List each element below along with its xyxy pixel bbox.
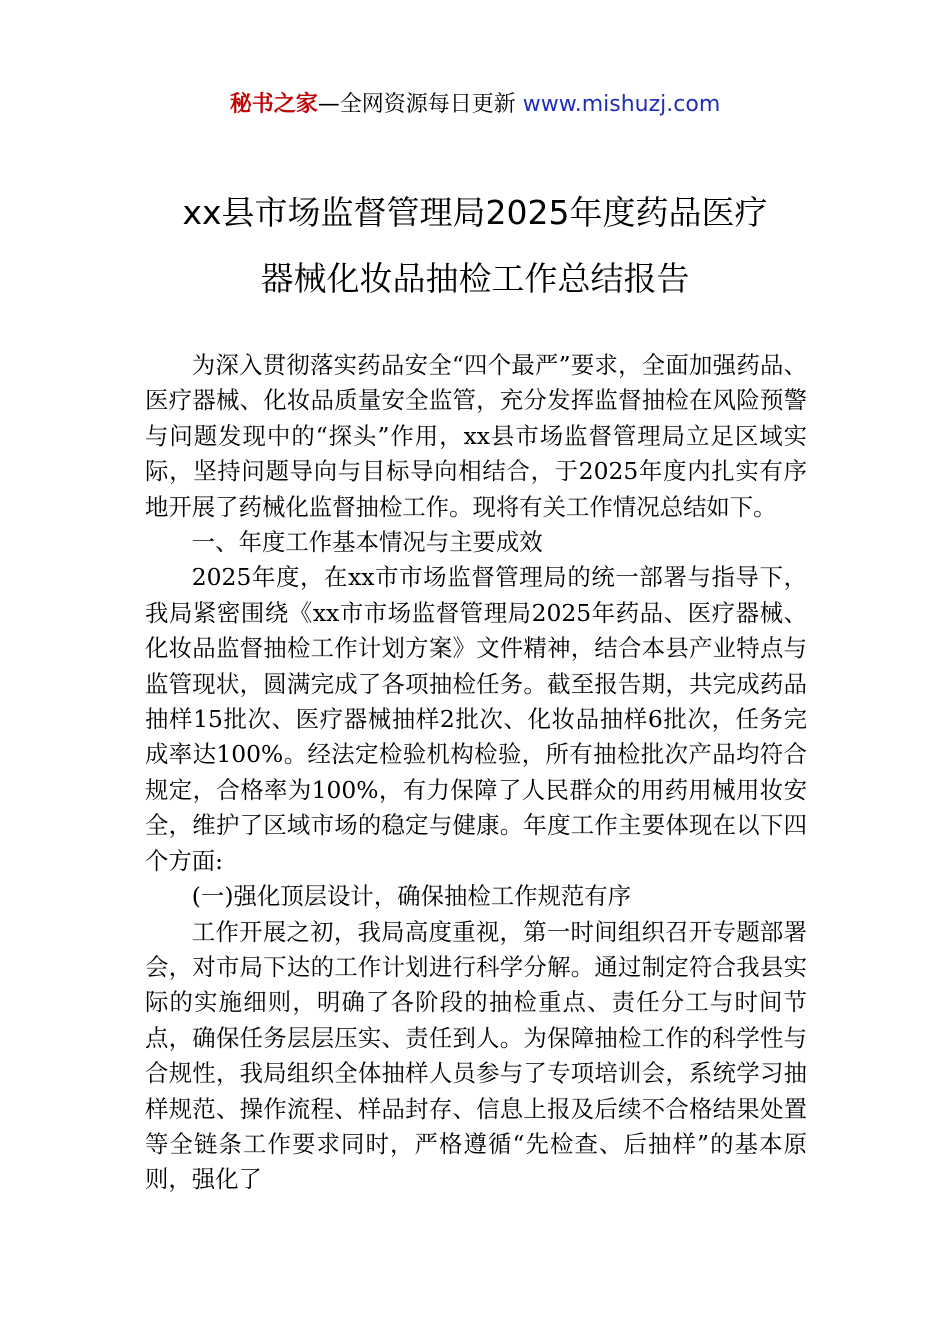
- header-tagline: —全网资源每日更新: [317, 92, 523, 117]
- section-heading-1: 一、年度工作基本情况与主要成效: [191, 528, 543, 557]
- site-link[interactable]: www.mishuzj.com: [522, 92, 721, 117]
- section-1-paragraph: 2025年度，在xx市市场监督管理局的统一部署与指导下，我局紧密围绕《xx市市场监督管理局2025年药品、医疗器械、化妆品监督抽检工作计划方案》文件精神，结合本县产业特点与监管现状，圆满完成了各项抽检任务。截至报告期，共完成药品抽样15批次、医疗器械抽样2批次、化妆品抽样6批次，任务完成率达100%。经法定检验机构检验，所有抽检批次产品均符合规定，合格率为100%，有力保障了人民群众的用药用械用妆安全，维护了区域市场的稳定与健康。年度工作主要体现在以下四个方面:: [145, 563, 807, 875]
- title-line-1: xx县市场监督管理局2025年度药品医疗: [182, 193, 768, 232]
- subsection-1-paragraph: 工作开展之初，我局高度重视，第一时间组织召开专题部署会，对市局下达的工作计划进行科学分解。通过制定符合我县实际的实施细则，明确了各阶段的抽检重点、责任分工与时间节点，确保任务层层压实、责任到人。为保障抽检工作的科学性与合规性，我局组织全体抽样人员参与了专项培训会，系统学习抽样规范、操作流程、样品封存、信息上报及后续不合格结果处置等全链条工作要求同时，严格遵循“先检查、后抽样”的基本原则，强化了: [145, 917, 807, 1194]
- brand-name: 秘书之家: [229, 92, 318, 117]
- intro-paragraph: 为深入贯彻落实药品安全“四个最严”要求，全面加强药品、医疗器械、化妆品质量安全监管，充分发挥监督抽检在风险预警与问题发现中的“探头”作用，xx县市场监督管理局立足区域实际，坚持问题导向与目标导向相结合，于2025年度内扎实有序地开展了药械化监督抽检工作。现将有关工作情况总结如下。: [145, 351, 807, 521]
- document-body: [145, 348, 807, 1198]
- document-title: [60, 180, 890, 312]
- site-header: [0, 88, 950, 122]
- subsection-heading-1: (一)强化顶层设计，确保抽检工作规范有序: [191, 882, 632, 911]
- title-line-2: 器械化妆品抽检工作总结报告: [260, 259, 690, 298]
